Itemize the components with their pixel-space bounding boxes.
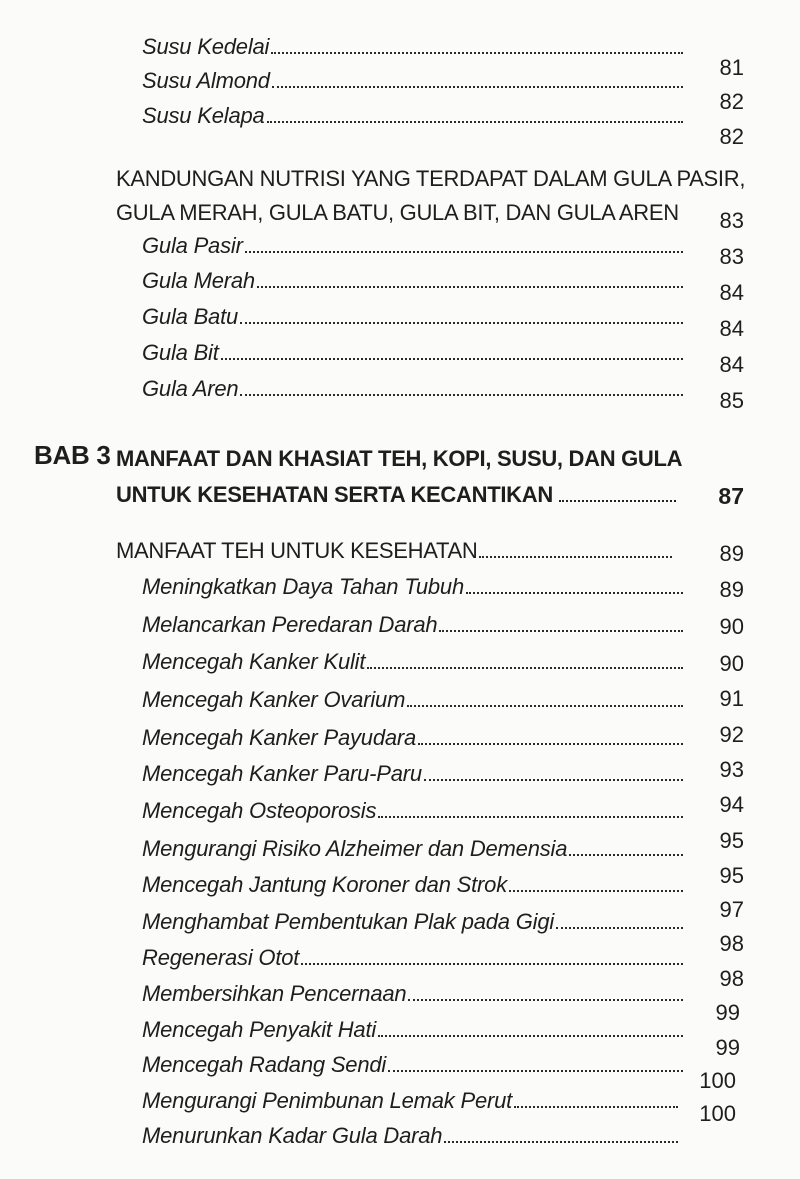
toc-page-number: 84 <box>719 280 744 305</box>
leader-dots <box>221 358 683 360</box>
toc-entry <box>142 868 687 898</box>
toc-entry-title: Membersihkan Pencernaan <box>142 981 407 1006</box>
toc-entry-title: Menghambat Pembentukan Plak pada Gigi <box>142 909 555 934</box>
leader-dots <box>240 322 683 324</box>
toc-entry-title: Mencegah Penyakit Hati <box>142 1017 377 1042</box>
toc-entry <box>142 721 687 751</box>
toc-entry-title: Mencegah Jantung Koroner dan Strok <box>142 872 507 897</box>
section-title-line1: KANDUNGAN NUTRISI YANG TERDAPAT DALAM GULA PASIR, <box>116 166 746 191</box>
leader-dots <box>514 1106 678 1108</box>
toc-page-number: 83 <box>719 208 744 233</box>
toc-page-number: 97 <box>719 897 744 922</box>
toc-page-number: 85 <box>719 388 744 413</box>
toc-entry <box>142 905 687 935</box>
leader-dots <box>272 86 683 88</box>
toc-entry <box>142 1084 682 1114</box>
toc-entry-title: Mencegah Kanker Kulit <box>142 649 366 674</box>
leader-dots <box>378 816 683 818</box>
toc-entry <box>142 1013 687 1043</box>
leader-dots <box>439 630 683 632</box>
toc-entry <box>142 683 687 713</box>
chapter-entry <box>116 478 680 508</box>
leader-dots <box>444 1141 678 1143</box>
leader-dots <box>479 556 672 558</box>
leader-dots <box>408 999 683 1001</box>
toc-page-number: 83 <box>719 244 744 269</box>
leader-dots <box>559 500 676 502</box>
toc-entry-title: Gula Aren <box>142 376 239 401</box>
toc-entry-title: Susu Almond <box>142 68 270 93</box>
toc-page-number: 98 <box>719 931 744 956</box>
chapter-page-number: 87 <box>718 483 744 509</box>
toc-entry <box>142 977 687 1007</box>
toc-page-number: 100 <box>699 1068 736 1093</box>
toc-page-number: 84 <box>719 352 744 377</box>
toc-page-number: 95 <box>719 863 744 888</box>
leader-dots <box>367 667 683 669</box>
toc-page-number: 99 <box>715 1035 740 1060</box>
section-entry <box>116 196 679 226</box>
leader-dots <box>240 394 683 396</box>
toc-entry-title: Gula Merah <box>142 268 255 293</box>
toc-entry <box>142 300 687 330</box>
leader-dots <box>424 779 683 781</box>
section-title-line2: GULA MERAH, GULA BATU, GULA BIT, DAN GULA AREN <box>116 200 679 225</box>
leader-dots <box>569 854 683 856</box>
chapter-title-line2: UNTUK KESEHATAN SERTA KECANTIKAN <box>116 482 553 507</box>
toc-entry <box>142 570 687 600</box>
leader-dots <box>466 592 683 594</box>
toc-entry-title: Melancarkan Peredaran Darah <box>142 612 438 637</box>
toc-page-number: 84 <box>719 316 744 341</box>
toc-entry-title: Meningkatkan Daya Tahan Tubuh <box>142 574 464 599</box>
leader-dots <box>378 1035 683 1037</box>
toc-page-number: 82 <box>719 124 744 149</box>
toc-entry-title: Mengurangi Penimbunan Lemak Perut <box>142 1088 513 1113</box>
toc-entry <box>142 645 687 675</box>
leader-dots <box>245 251 683 253</box>
toc-entry <box>142 64 687 94</box>
toc-entry-title: Mencegah Radang Sendi <box>142 1052 387 1077</box>
toc-entry <box>142 372 687 402</box>
toc-entry-title: Gula Pasir <box>142 233 243 258</box>
toc-page-number: 94 <box>719 792 744 817</box>
toc-entry <box>142 229 687 259</box>
toc-page-number: 99 <box>715 1000 740 1025</box>
toc-page-number: 89 <box>719 541 744 566</box>
toc-entry-title: Mencegah Kanker Payudara <box>142 725 417 750</box>
toc-page-number: 82 <box>719 89 744 114</box>
leader-dots <box>257 286 683 288</box>
leader-dots <box>271 52 683 54</box>
leader-dots <box>407 705 683 707</box>
toc-entry <box>142 1119 682 1149</box>
toc-entry <box>142 99 687 129</box>
toc-entry-title: Mencegah Kanker Paru-Paru <box>142 761 422 786</box>
leader-dots <box>267 121 683 123</box>
toc-entry-title: Mengurangi Risiko Alzheimer dan Demensia <box>142 836 568 861</box>
toc-entry <box>142 336 687 366</box>
toc-entry <box>142 794 687 824</box>
chapter-label: BAB 3 <box>34 440 111 470</box>
toc-page-number: 91 <box>719 686 744 711</box>
toc-entry <box>142 608 687 638</box>
toc-entry-title: Gula Batu <box>142 304 239 329</box>
leader-dots <box>556 927 683 929</box>
toc-entry-title: Mencegah Osteoporosis <box>142 798 377 823</box>
toc-page-number: 98 <box>719 966 744 991</box>
toc-entry-title: Menurunkan Kadar Gula Darah <box>142 1123 443 1148</box>
toc-page-number: 90 <box>719 651 744 676</box>
toc-entry <box>142 1048 687 1078</box>
toc-entry <box>142 757 687 787</box>
section-title: MANFAAT TEH UNTUK KESEHATAN <box>116 538 478 563</box>
leader-dots <box>301 963 683 965</box>
toc-page-number: 93 <box>719 757 744 782</box>
leader-dots <box>418 743 683 745</box>
toc-page-number: 92 <box>719 722 744 747</box>
toc-page-number: 95 <box>719 828 744 853</box>
toc-entry-title: Gula Bit <box>142 340 219 365</box>
toc-entry-title: Susu Kelapa <box>142 103 265 128</box>
toc-page-number: 81 <box>719 55 744 80</box>
toc-page-number: 90 <box>719 614 744 639</box>
toc-entry <box>142 264 687 294</box>
toc-entry <box>142 941 687 971</box>
toc-page-number: 89 <box>719 577 744 602</box>
toc-entry <box>142 832 687 862</box>
leader-dots <box>388 1070 683 1072</box>
toc-page-number: 100 <box>699 1101 736 1126</box>
leader-dots <box>509 890 683 892</box>
chapter-title-line1: MANFAAT DAN KHASIAT TEH, KOPI, SUSU, DAN GULA <box>116 446 683 471</box>
toc-entry-title: Susu Kedelai <box>142 34 270 59</box>
toc-entry-title: Regenerasi Otot <box>142 945 300 970</box>
section-entry <box>116 534 676 564</box>
toc-entry-title: Mencegah Kanker Ovarium <box>142 687 406 712</box>
toc-entry <box>142 30 687 60</box>
